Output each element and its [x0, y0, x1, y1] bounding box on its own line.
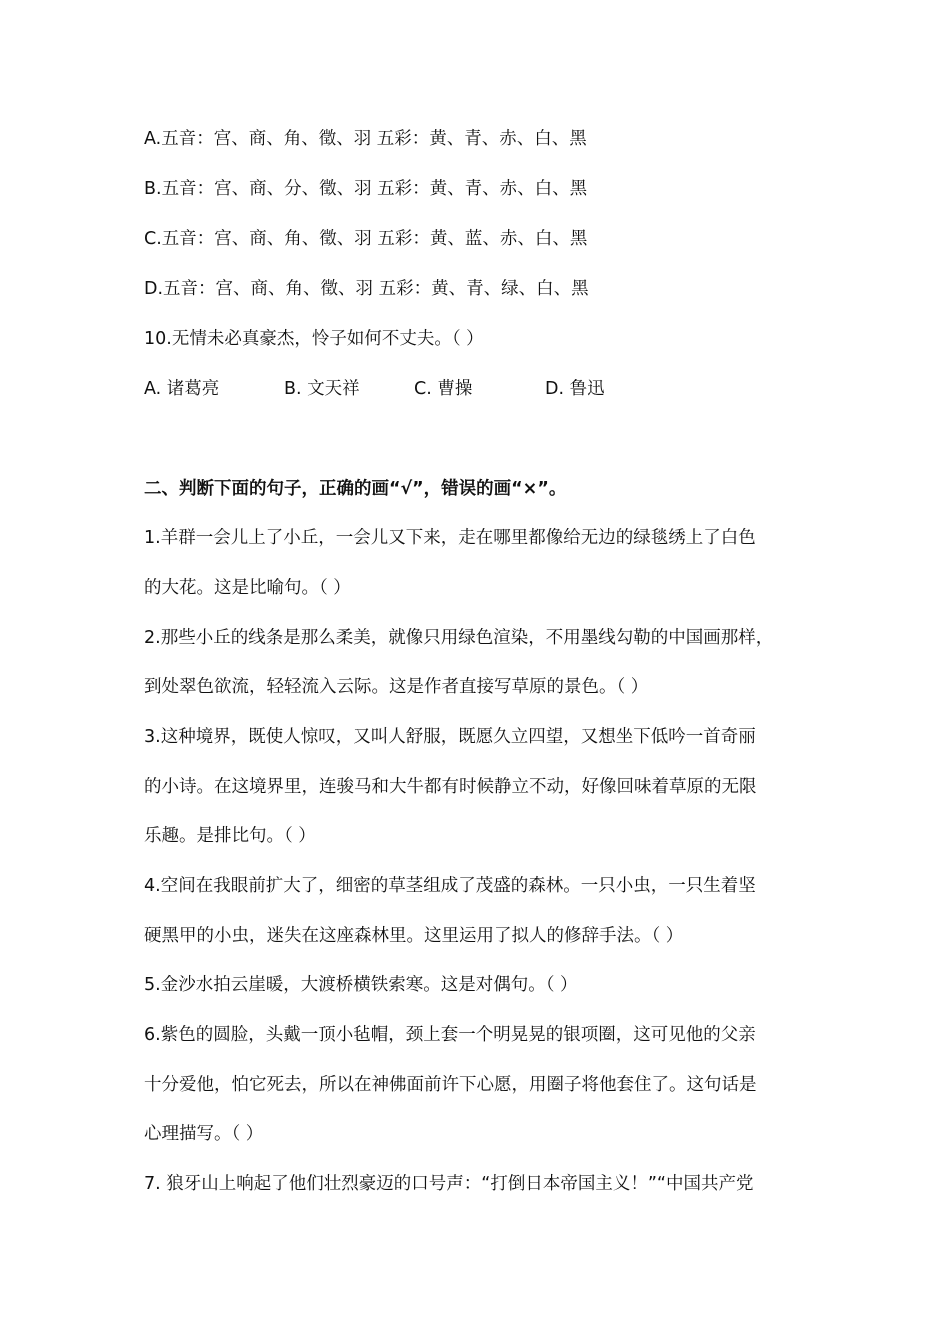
- s2-line-3: 2.那些小丘的线条是那么柔美，就像只用绿色渲染，不用墨线勾勒的中国画那样，: [144, 628, 774, 648]
- option-b-line: B.五音：宫、商、分、徵、羽 五彩：黄、青、赤、白、黑: [144, 179, 588, 199]
- s2-line-11: 6.紫色的圆脸，头戴一顶小毡帽，颈上套一个明晃晃的银项圈，这可见他的父亲: [144, 1025, 756, 1045]
- question-10: 10.无情未必真豪杰，怜子如何不丈夫。（ ）: [144, 329, 484, 349]
- s2-line-9: 硬黑甲的小虫，迷失在这座森林里。这里运用了拟人的修辞手法。（ ）: [144, 926, 684, 946]
- q10-choice-c: C. 曹操: [414, 379, 473, 399]
- q10-choice-d: D. 鲁迅: [545, 379, 605, 399]
- s2-line-12: 十分爱他，怕它死去，所以在神佛面前许下心愿，用圈子将他套住了。这句话是: [144, 1075, 757, 1095]
- s2-line-8: 4.空间在我眼前扩大了，细密的草茎组成了茂盛的森林。一只小虫，一只生着坚: [144, 876, 756, 896]
- option-a-line: A.五音：宫、商、角、徵、羽 五彩：黄、青、赤、白、黑: [144, 129, 587, 149]
- s2-line-14: 7. 狼牙山上响起了他们壮烈豪迈的口号声：“打倒日本帝国主义！”“中国共产党: [144, 1174, 754, 1194]
- option-c-line: C.五音：宫、商、角、徵、羽 五彩：黄、蓝、赤、白、黑: [144, 229, 588, 249]
- s2-line-4: 到处翠色欲流，轻轻流入云际。这是作者直接写草原的景色。（ ）: [144, 677, 649, 697]
- section-2-heading: 二、判断下面的句子，正确的画“√”，错误的画“×”。: [144, 479, 567, 499]
- s2-line-10: 5.金沙水拍云崖暖，大渡桥横铁索寒。这是对偶句。（ ）: [144, 975, 578, 995]
- s2-line-2: 的大花。这是比喻句。（ ）: [144, 578, 351, 598]
- s2-line-7: 乐趣。是排比句。（ ）: [144, 826, 316, 846]
- s2-line-5: 3.这种境界，既使人惊叹，又叫人舒服，既愿久立四望，又想坐下低吟一首奇丽: [144, 727, 756, 747]
- s2-line-13: 心理描写。（ ）: [144, 1124, 264, 1144]
- s2-line-1: 1.羊群一会儿上了小丘，一会儿又下来，走在哪里都像给无边的绿毯绣上了白色: [144, 528, 756, 548]
- option-d-line: D.五音：宫、商、角、徵、羽 五彩：黄、青、绿、白、黑: [144, 279, 589, 299]
- q10-choice-b: B. 文天祥: [284, 379, 360, 399]
- s2-line-6: 的小诗。在这境界里，连骏马和大牛都有时候静立不动，好像回味着草原的无限: [144, 777, 757, 797]
- q10-choice-a: A. 诸葛亮: [144, 379, 220, 399]
